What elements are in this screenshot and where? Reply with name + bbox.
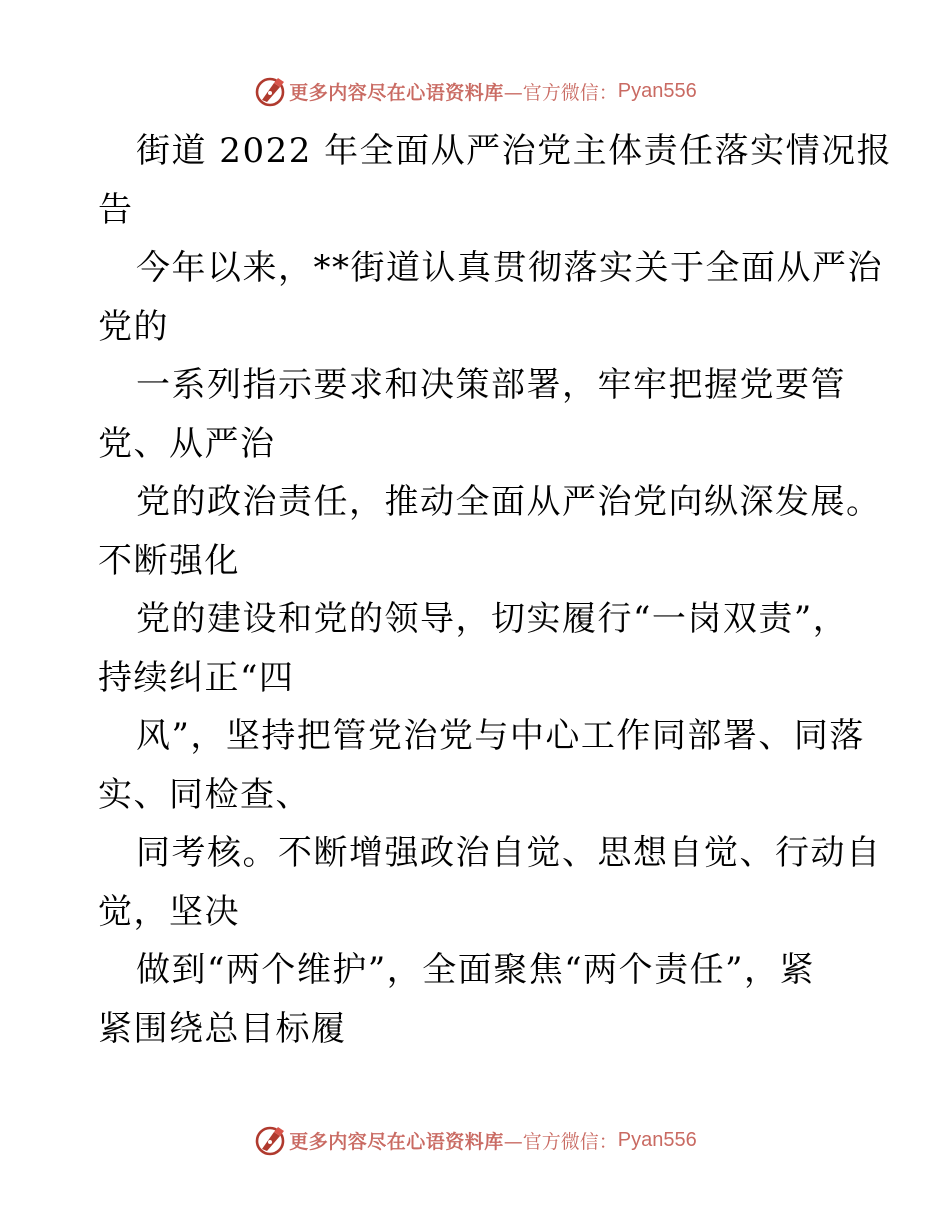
pen-nib-logo-icon: [253, 1123, 287, 1157]
document-body: [98, 122, 893, 1058]
header-banner: [0, 71, 950, 111]
paragraph-line: 风”，坚持把管党治党与中心工作同部署、同落: [136, 716, 865, 756]
banner-wechat-id: Pyan556: [617, 1128, 697, 1151]
banner-text: 更多内容尽在心语资料库: [289, 81, 504, 104]
paragraph-line: 实、同检查、: [98, 774, 311, 815]
paragraph-line: 做到“两个维护”，全面聚焦“两个责任”，紧: [136, 950, 816, 990]
paragraph-line: 一系列指示要求和决策部署，牢牢把握党要管: [136, 365, 846, 405]
banner-separator: —官方微信：: [503, 81, 618, 104]
paragraph-line: 今年以来，**街道认真贯彻落实关于全面从严治: [136, 248, 883, 288]
paragraph-line: 党的政治责任，推动全面从严治党向纵深发展。: [136, 482, 882, 522]
footer-banner: [0, 1120, 950, 1160]
paragraph-line: 觉，坚决: [98, 891, 240, 932]
title-line: 街道 2022 年全面从严治党主体责任落实情况报: [136, 131, 893, 171]
paragraph-line: 紧围绕总目标履: [98, 1008, 347, 1049]
paragraph-line: 不断强化: [98, 540, 240, 581]
paragraph-line: 党的建设和党的领导，切实履行“一岗双责”，: [136, 599, 849, 639]
title-line: 告: [98, 189, 134, 230]
pen-nib-logo-icon: [253, 74, 287, 108]
paragraph-line: 持续纠正“四: [98, 657, 295, 698]
paragraph-line: 党、从严治: [98, 423, 276, 464]
banner-text: 更多内容尽在心语资料库: [289, 1130, 504, 1153]
banner-separator: —官方微信：: [503, 1130, 618, 1153]
banner-wechat-id: Pyan556: [617, 79, 697, 102]
paragraph-line: 同考核。不断增强政治自觉、思想自觉、行动自: [136, 833, 882, 873]
paragraph-line: 党的: [98, 306, 169, 347]
